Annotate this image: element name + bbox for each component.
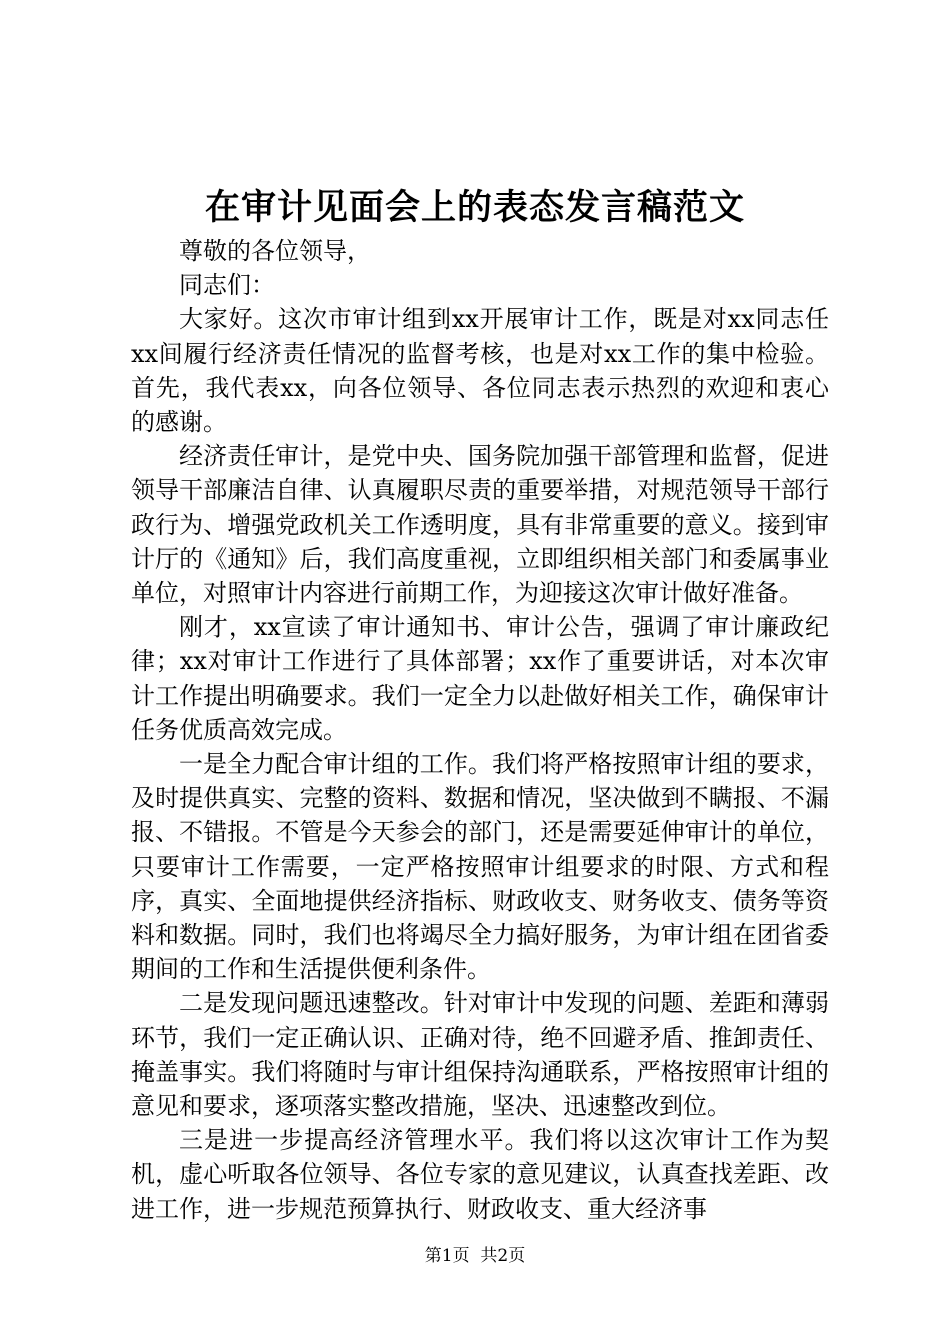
body-paragraph: 大家好。这次市审计组到xx开展审计工作，既是对xx同志任xx间履行经济责任情况的监督考核，也是对xx工作的集中检验。首先，我代表xx，向各位领导、各位同志表示热烈的欢迎和衷心的感谢。 [131, 305, 829, 437]
page-number: 第1页 [424, 1246, 470, 1266]
footer-spacer [470, 1246, 481, 1266]
body-paragraph: 刚才，xx宣读了审计通知书、审计公告，强调了审计廉政纪律；xx对审计工作进行了具体部署；xx作了重要讲话，对本次审计工作提出明确要求。我们一定全力以赴做好相关工作，确保审计任务优质高效完成。 [131, 613, 829, 744]
body-paragraph: 经济责任审计，是党中央、国务院加强干部管理和监督，促进领导干部廉洁自律、认真履职尽责的重要举措，对规范领导干部行政行为、增强党政机关工作透明度，具有非常重要的意义。接到审计厅的《通知》后，我们高度重视，立即组织相关部门和委属事业单位，对照审计内容进行前期工作，为迎接这次审计做好准备。 [131, 442, 829, 608]
body-paragraph: 二是发现问题迅速整改。针对审计中发现的问题、差距和薄弱环节，我们一定正确认识、正确对待，绝不回避矛盾、推卸责任、掩盖事实。我们将随时与审计组保持沟通联系，严格按照审计组的意见和要求，逐项落实整改措施，坚决、迅速整改到位。 [131, 989, 829, 1121]
document-title: 在审计见面会上的表态发言稿范文 [204, 187, 745, 228]
page-footer [0, 1245, 950, 1267]
body-paragraph: 一是全力配合审计组的工作。我们将严格按照审计组的要求，及时提供真实、完整的资料、数据和情况，坚决做到不瞒报、不漏报、不错报。不管是今天参会的部门，还是需要延伸审计的单位，只要审计工作需要，一定严格按照审计组要求的时限、方式和程序，真实、全面地提供经济指标、财政收支、财务收支、债务等资料和数据。同时，我们也将竭尽全力搞好服务，为审计组在团省委期间的工作和生活提供便利条件。 [131, 750, 829, 984]
document-body [131, 234, 829, 1226]
page-total: 共2页 [480, 1246, 526, 1266]
salutation-line: 同志们： [179, 271, 275, 300]
body-paragraph: 三是进一步提高经济管理水平。我们将以这次审计工作为契机，虚心听取各位领导、各位专家的意见建议，认真查找差距、改进工作，进一步规范预算执行、财政收支、重大经济事 [131, 1126, 829, 1223]
salutation-line: 尊敬的各位领导， [179, 237, 371, 265]
